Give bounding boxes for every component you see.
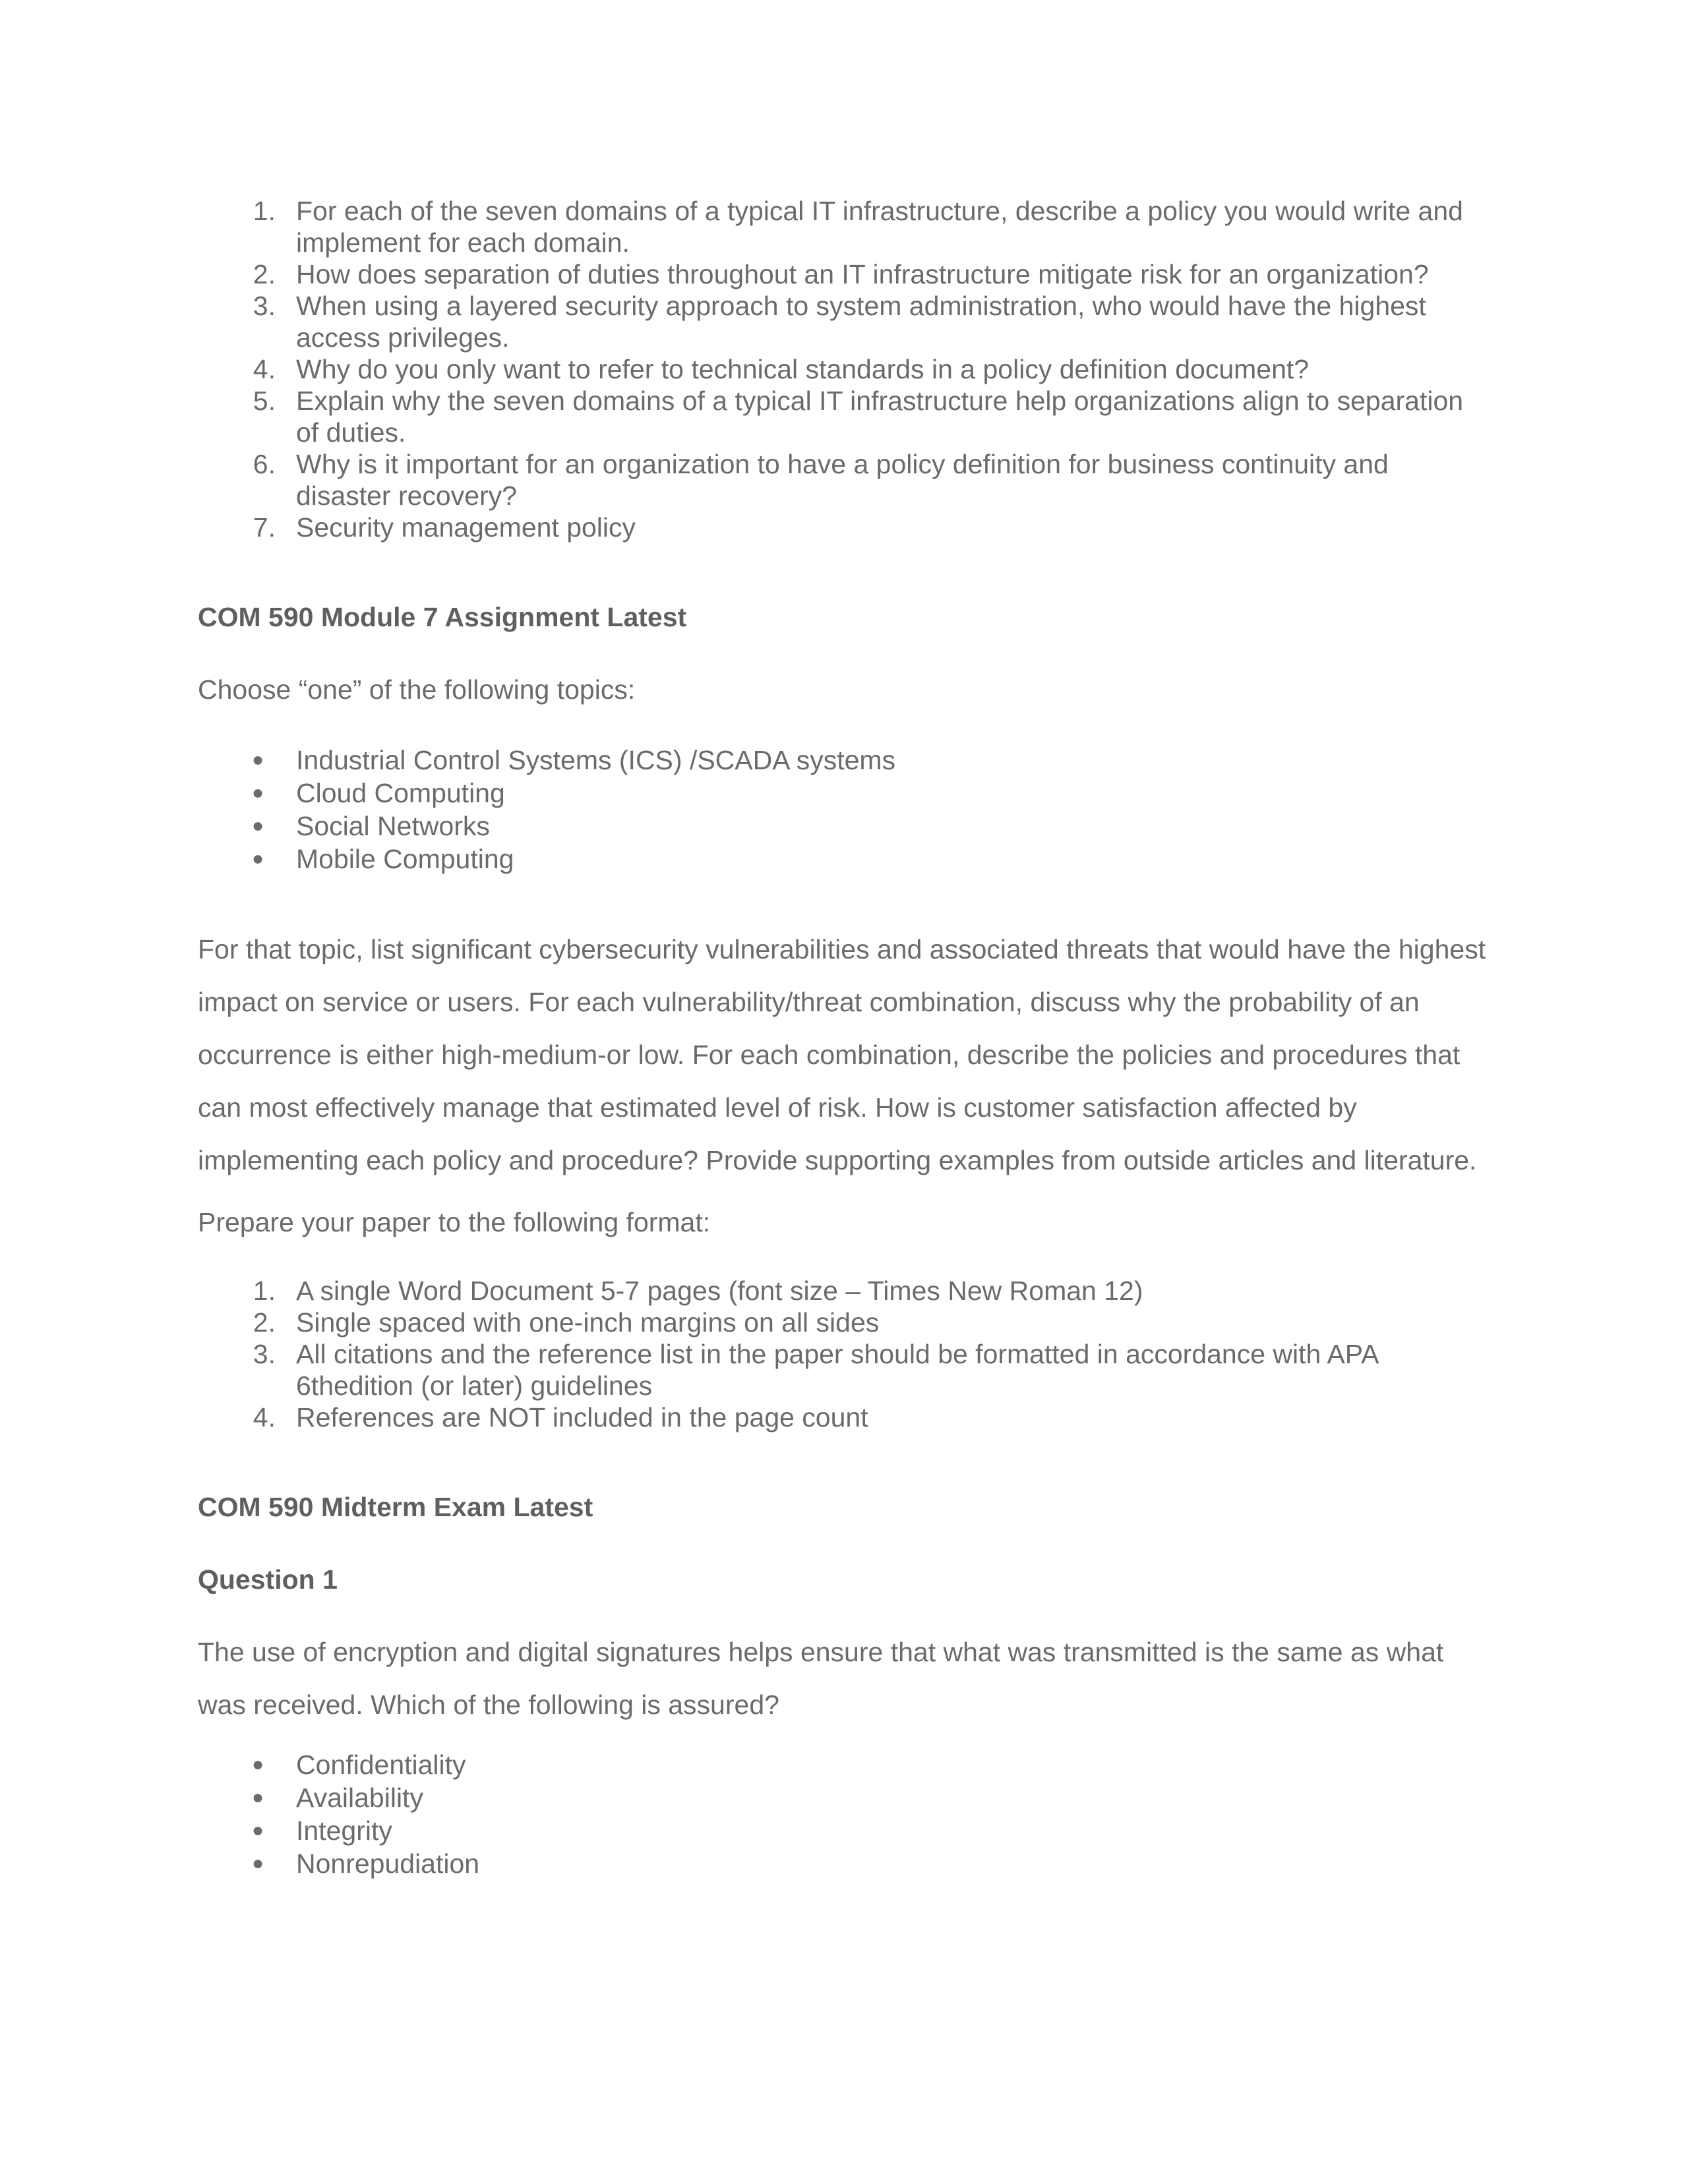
question-title: Question 1 xyxy=(198,1564,338,1595)
list-item: ● Nonrepudiation xyxy=(251,1848,480,1879)
list-item: 1. For each of the seven domains of a typical IT infrastructure, describe a policy you would write and implement for each domain. xyxy=(253,196,1463,258)
list-item: ● Availability xyxy=(251,1783,423,1813)
list-item: 1. A single Word Document 5-7 pages (font size – Times New Roman 12) xyxy=(253,1276,1143,1306)
list-item: 4. Why do you only want to refer to technical standards in a policy definition document? xyxy=(253,354,1310,384)
module7-intro: Choose “one” of the following topics: xyxy=(198,674,636,705)
question-text: The use of encryption and digital signatures helps ensure that what was transmitted is the same as what was received. Which of the following is assured? xyxy=(198,1637,1444,1720)
list-item: 3. All citations and the reference list in the paper should be formatted in accordance with APA 6thedition (or later) guidelines xyxy=(253,1339,1378,1401)
list-item: 7. Security management policy xyxy=(253,512,636,543)
midterm-heading: COM 590 Midterm Exam Latest xyxy=(198,1492,593,1522)
format-list xyxy=(198,1275,1490,1433)
list-item: ● Integrity xyxy=(251,1815,392,1846)
list-item: ● Mobile Computing xyxy=(251,844,514,874)
list-item: 2. How does separation of duties throughout an IT infrastructure mitigate risk for an organization? xyxy=(253,259,1429,289)
list-item: ● Cloud Computing xyxy=(251,778,505,808)
questions-list xyxy=(198,195,1490,543)
list-item: 5. Explain why the seven domains of a typical IT infrastructure help organizations align to separation of duties. xyxy=(253,386,1464,448)
module7-heading: COM 590 Module 7 Assignment Latest xyxy=(198,602,687,632)
list-item: ● Industrial Control Systems (ICS) /SCADA systems xyxy=(251,745,896,775)
answer-options xyxy=(198,1748,1490,1880)
list-item: 3. When using a layered security approach to system administration, who would have the highest access privileges. xyxy=(253,291,1426,353)
topics-list xyxy=(198,744,1490,875)
list-item: 4. References are NOT included in the page count xyxy=(253,1402,868,1432)
list-item: 6. Why is it important for an organization to have a policy definition for business continuity and disaster recovery? xyxy=(253,449,1389,511)
list-item: 2. Single spaced with one-inch margins on all sides xyxy=(253,1307,880,1338)
list-item: ● Confidentiality xyxy=(251,1750,466,1780)
list-item: ● Social Networks xyxy=(251,811,490,841)
module7-paragraph: For that topic, list significant cybersecurity vulnerabilities and associated threats that would have the highest impact on service or users. For each vulnerability/threat combination, discuss why the probability of an occurrence is either high-medium-or low. For each combination, describe the policies and procedures that can most effectively manage that estimated level of risk. How is customer satisfaction affected by implementing each policy and procedure? Provide supporting examples from outside articles and literature. xyxy=(198,934,1486,1175)
format-intro: Prepare your paper to the following format: xyxy=(198,1207,711,1237)
